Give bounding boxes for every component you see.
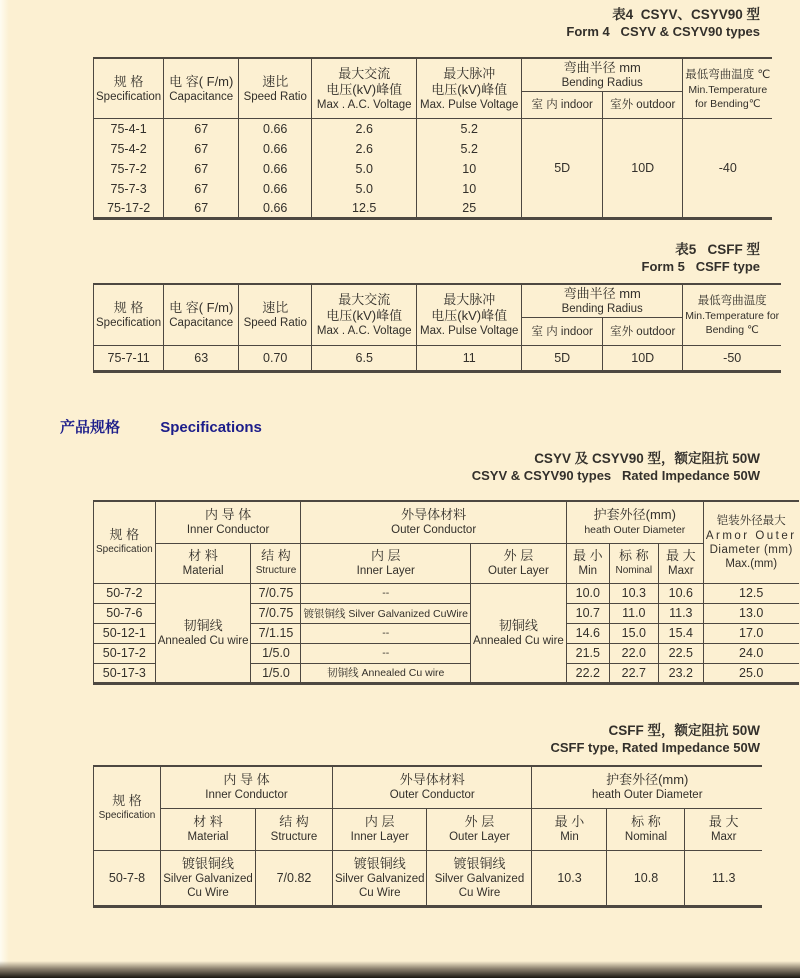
material-value-en2: Cu Wire: [187, 886, 229, 899]
col-min: [532, 808, 607, 850]
ac-label-zh1: 最大交流: [338, 65, 391, 81]
material-label-en: Material: [182, 565, 224, 577]
cell-spec: 50-7-8: [94, 850, 161, 906]
inner-layer-value-en1: Silver Galvanized: [335, 872, 425, 885]
structure-label-en: Structure: [255, 565, 297, 576]
cell-spec: 75-7-2: [94, 159, 164, 179]
cell-max-ac: 6.5: [312, 346, 417, 372]
spec-label-zh: 规 格: [113, 300, 144, 315]
inner-conductor-label-en: Inner Conductor: [205, 789, 288, 802]
col-structure: [251, 543, 301, 583]
cell-capacitance: 67: [164, 179, 239, 199]
cell-max-pulse: 10: [417, 159, 522, 179]
cell-max-pulse: 25: [417, 199, 522, 219]
max-label-zh: 最 大: [666, 548, 696, 563]
spec-label-zh: 规 格: [112, 793, 142, 809]
min-label-zh: 最 小: [573, 548, 603, 563]
inner-layer-value: 韧铜线 Annealed Cu wire: [327, 667, 445, 679]
form5-title-zh: 表5 CSFF 型: [675, 242, 760, 257]
cell-spec: 50-7-6: [94, 603, 156, 623]
section-heading-en: Specifications: [160, 419, 262, 436]
col-speed-ratio: [239, 58, 312, 119]
col-max: [685, 808, 762, 850]
outer-layer-label-en: Outer Layer: [488, 565, 549, 577]
outer-layer-label-zh: 外 层: [464, 814, 495, 829]
temp-label-zh: 最低弯曲温度 ℃: [685, 68, 771, 81]
armor-label-en1: Armor Outer: [705, 530, 797, 543]
col-max-pulse-voltage: [417, 58, 522, 119]
material-value-zh: 韧铜线: [183, 617, 223, 633]
page-bottom-edge: [0, 961, 800, 978]
armor-label-en3: Max.(mm): [725, 558, 778, 571]
col-min-temperature: [683, 284, 781, 346]
cell-nominal: 15.0: [609, 623, 658, 643]
col-outer-conductor: [333, 766, 532, 808]
spec-label-zh: 规 格: [113, 73, 144, 89]
sheath-label-zh: 护套外径(mm): [593, 507, 676, 523]
spec-label-zh: 规 格: [109, 527, 140, 543]
section-heading: [60, 416, 262, 437]
bending-label-en: Bending Radius: [561, 77, 643, 89]
armor-label-en2: Diameter (mm): [709, 544, 793, 557]
col-inner-conductor: [161, 766, 333, 808]
cell-max-ac: 2.6: [312, 139, 417, 159]
cell-capacitance: 67: [164, 199, 239, 219]
cell-material: [161, 850, 256, 906]
temp-label-en1: Min.Temperature: [688, 83, 768, 96]
outdoor-label: 室外 outdoor: [610, 99, 676, 111]
cell-nominal: 22.0: [609, 643, 658, 663]
table-row: [94, 850, 762, 906]
cell-inner-layer: [301, 603, 471, 623]
cell-max: 11.3: [658, 603, 703, 623]
cell-structure: 7/0.75: [251, 603, 301, 623]
form4-title-en: Form 4 CSYV & CSYV90 types: [566, 24, 760, 39]
cell-max: 10.6: [658, 583, 703, 603]
cell-inner-layer: [301, 663, 471, 683]
cell-max: 23.2: [658, 663, 703, 683]
col-material: [155, 543, 251, 583]
outer-layer-label-zh: 外 层: [503, 548, 534, 563]
pulse-label-zh2: 电压(kV)峰值: [431, 308, 508, 323]
cell-capacitance: 67: [164, 119, 239, 139]
col-indoor: [522, 318, 603, 346]
csff-spec-title: [551, 722, 761, 756]
col-outer-layer: [427, 808, 532, 850]
nominal-label-zh: 标 称: [619, 548, 649, 563]
pulse-label-zh1: 最大脉冲: [443, 292, 496, 307]
inner-layer-value: --: [382, 587, 390, 599]
form4-table: [93, 57, 772, 220]
col-outdoor: [603, 318, 683, 346]
cell-speed-ratio: 0.66: [239, 139, 312, 159]
min-label-zh: 最 小: [554, 814, 585, 829]
outer-conductor-label-en: Outer Conductor: [391, 524, 477, 537]
min-label-en: Min: [578, 565, 598, 577]
csff-spec-title-en: CSFF type, Rated Impedance 50W: [550, 740, 760, 755]
cell-min: 21.5: [566, 643, 609, 663]
csyv-header-row: [94, 501, 799, 543]
cell-bending-indoor: 5D: [522, 346, 603, 372]
inner-layer-value: 镀银铜线 Silver Galvanized CuWire: [303, 607, 469, 620]
col-indoor: [522, 92, 603, 119]
cell-min: 10.0: [566, 583, 609, 603]
outer-conductor-label-zh: 外导体材料: [399, 772, 465, 788]
inner-conductor-label-zh: 内 导 体: [204, 507, 252, 523]
cell-speed-ratio: 0.66: [239, 199, 312, 219]
cell-max-pulse: 5.2: [417, 139, 522, 159]
temp-label-zh: 最低弯曲温度: [697, 295, 767, 307]
cell-structure: 7/0.82: [256, 850, 333, 906]
indoor-label: 室 内 indoor: [531, 99, 593, 111]
speed-label-zh: 速比: [262, 73, 289, 89]
outer-layer-value-en: Annealed Cu wire: [473, 634, 564, 647]
cell-armor: 13.0: [703, 603, 798, 623]
inner-layer-value-zh: 镀银铜线: [353, 855, 406, 871]
cell-inner-layer: [301, 583, 471, 603]
material-label-en: Material: [187, 831, 229, 843]
max-label-en: Maxr: [668, 565, 694, 577]
inner-layer-label-en: Inner Layer: [350, 831, 409, 843]
cell-speed-ratio: 0.70: [239, 346, 312, 372]
col-capacitance: [164, 58, 239, 119]
csyv-spec-title-zh: CSYV 及 CSYV90 型，额定阻抗 50W: [534, 451, 760, 466]
outer-layer-label-en: Outer Layer: [449, 831, 510, 843]
cell-spec: 50-17-3: [94, 663, 156, 683]
cell-spec: 75-7-3: [94, 179, 164, 199]
cell-outer-layer: [427, 850, 532, 906]
cell-structure: 1/5.0: [251, 663, 301, 683]
cell-speed-ratio: 0.66: [239, 119, 312, 139]
csff-subheader-row: [94, 808, 762, 850]
speed-label-en: Speed Ratio: [243, 317, 307, 329]
cell-max-ac: 2.6: [312, 119, 417, 139]
bending-label-zh: 弯曲半径 mm: [563, 286, 641, 301]
material-value-zh: 镀银铜线: [181, 855, 234, 871]
csyv-spec-title-en: CSYV & CSYV90 types Rated Impedance 50W: [471, 468, 760, 483]
col-specification: [94, 58, 164, 119]
col-material: [161, 808, 256, 850]
indoor-label: 室 内 indoor: [531, 325, 593, 338]
csyv-spec-title: [472, 450, 760, 484]
cell-armor: 24.0: [703, 643, 798, 663]
cell-spec: 50-7-2: [94, 583, 156, 603]
cell-spec: 75-4-1: [94, 119, 164, 139]
cell-spec: 50-17-2: [94, 643, 156, 663]
col-capacitance: [164, 284, 239, 346]
ac-label-en: Max . A.C. Voltage: [316, 98, 412, 111]
cell-min: 22.2: [566, 663, 609, 683]
col-bending-radius: [522, 58, 683, 92]
spec-label-en: Specification: [98, 810, 156, 822]
cell-structure: 1/5.0: [251, 643, 301, 663]
material-value-en: Annealed Cu wire: [157, 634, 249, 647]
col-sheath-outer-diameter: [532, 766, 762, 808]
outdoor-label: 室外 outdoor: [610, 325, 676, 338]
cell-max: 15.4: [658, 623, 703, 643]
form4-title-zh: 表4 CSYV、CSYV90 型: [612, 7, 760, 22]
outer-conductor-label-zh: 外导体材料: [401, 507, 467, 523]
col-max-ac-voltage: [312, 58, 417, 119]
outer-layer-value-zh: 韧铜线: [498, 617, 538, 633]
csff-header-row: [94, 766, 762, 808]
cell-min: 10.3: [532, 850, 607, 906]
table-row: [94, 583, 799, 603]
cell-structure: 7/1.15: [251, 623, 301, 643]
cell-nominal: 22.7: [609, 663, 658, 683]
cell-capacitance: 67: [164, 139, 239, 159]
cell-bending-indoor: 5D: [522, 119, 603, 219]
col-speed-ratio: [239, 284, 312, 346]
speed-label-en: Speed Ratio: [243, 90, 307, 103]
max-label-zh: 最 大: [708, 814, 739, 829]
cell-min: 14.6: [566, 623, 609, 643]
capacitance-label-en: Capacitance: [169, 317, 234, 329]
form5-table: [93, 283, 781, 373]
cell-spec: 75-7-11: [94, 346, 164, 372]
cell-nominal: 11.0: [609, 603, 658, 623]
form4-title: [566, 6, 760, 40]
outer-layer-value-en2: Cu Wire: [458, 886, 501, 899]
pulse-label-zh1: 最大脉冲: [443, 65, 496, 81]
outer-layer-value-zh: 镀银铜线: [453, 855, 506, 871]
speed-label-zh: 速比: [262, 300, 289, 315]
cell-max-ac: 5.0: [312, 179, 417, 199]
cell-max: 11.3: [685, 850, 762, 906]
form4-header-row: [94, 58, 773, 92]
min-label-en: Min: [560, 831, 579, 843]
sheath-label-en: heath Outer Diameter: [591, 789, 703, 802]
cell-min-temp: -40: [683, 119, 773, 219]
col-max: [658, 543, 703, 583]
ac-label-zh2: 电压(kV)峰值: [326, 81, 403, 97]
col-specification: [94, 501, 156, 583]
cell-armor: 12.5: [703, 583, 798, 603]
form5-title: [642, 241, 760, 275]
material-label-zh: 材 料: [188, 548, 218, 563]
temp-label-en2: for Bending℃: [695, 97, 761, 110]
cell-bending-outdoor: 10D: [603, 119, 683, 219]
nominal-label-zh: 标 称: [631, 814, 661, 829]
inner-layer-label-zh: 内 层: [370, 548, 401, 563]
cell-min: 10.7: [566, 603, 609, 623]
inner-layer-value: --: [382, 647, 390, 659]
col-outer-conductor: [301, 501, 566, 543]
sheath-label-zh: 护套外径(mm): [606, 772, 689, 788]
inner-layer-value: --: [382, 627, 390, 639]
cell-inner-layer: [301, 623, 471, 643]
spec-label-en: Specification: [96, 317, 162, 329]
page-left-edge: [0, 0, 9, 978]
inner-layer-label-zh: 内 层: [364, 814, 395, 829]
inner-layer-label-en: Inner Layer: [356, 565, 415, 577]
cell-min-temp: -50: [683, 346, 781, 372]
cell-spec: 75-17-2: [94, 199, 164, 219]
sheath-label-en: heath Outer Diameter: [584, 524, 686, 537]
cell-speed-ratio: 0.66: [239, 179, 312, 199]
cell-capacitance: 63: [164, 346, 239, 372]
col-max-ac-voltage: [312, 284, 417, 346]
col-inner-layer: [333, 808, 427, 850]
capacitance-label-zh: 电 容( F/m): [169, 300, 234, 315]
structure-label-en: Structure: [270, 831, 318, 843]
spec-label-en: Specification: [96, 90, 162, 103]
cell-inner-layer: [301, 643, 471, 663]
capacitance-label-zh: 电 容( F/m): [169, 73, 234, 89]
temp-label-en2: Bending ℃: [705, 324, 759, 336]
material-value-en1: Silver Galvanized: [163, 872, 253, 885]
form5-header-row: [94, 284, 782, 318]
cell-armor: 17.0: [703, 623, 798, 643]
cell-outer-layer: [471, 583, 567, 683]
table-row: [94, 346, 782, 372]
inner-conductor-label-zh: 内 导 体: [223, 772, 270, 788]
col-structure: [256, 808, 333, 850]
bending-label-zh: 弯曲半径 mm: [563, 60, 641, 75]
ac-label-en: Max . A.C. Voltage: [316, 325, 412, 337]
cell-inner-layer: [333, 850, 427, 906]
cell-material: [155, 583, 251, 683]
form5-title-en: Form 5 CSFF type: [641, 259, 760, 274]
pulse-label-zh2: 电压(kV)峰值: [431, 81, 508, 97]
cell-max-pulse: 5.2: [417, 119, 522, 139]
col-sheath-outer-diameter: [566, 501, 703, 543]
outer-layer-value-en1: Silver Galvanized: [434, 872, 525, 885]
table-row: [94, 119, 773, 139]
temp-label-en1: Min.Temperature for: [685, 310, 780, 322]
nominal-label-en: Nominal: [615, 565, 653, 576]
cell-structure: 7/0.75: [251, 583, 301, 603]
col-nominal: [607, 808, 685, 850]
inner-conductor-label-en: Inner Conductor: [186, 524, 270, 537]
col-min: [566, 543, 609, 583]
ac-label-zh1: 最大交流: [338, 292, 391, 307]
col-nominal: [609, 543, 658, 583]
cell-max-pulse: 11: [417, 346, 522, 372]
max-label-en: Maxr: [710, 831, 737, 843]
outer-conductor-label-en: Outer Conductor: [389, 789, 475, 802]
cell-nominal: 10.8: [607, 850, 685, 906]
bending-label-en: Bending Radius: [561, 303, 643, 315]
cell-capacitance: 67: [164, 159, 239, 179]
cell-nominal: 10.3: [609, 583, 658, 603]
col-inner-layer: [301, 543, 471, 583]
cell-max: 22.5: [658, 643, 703, 663]
nominal-label-en: Nominal: [624, 831, 668, 843]
cell-max-ac: 5.0: [312, 159, 417, 179]
col-specification: [94, 766, 161, 850]
col-inner-conductor: [155, 501, 301, 543]
pulse-label-en: Max. Pulse Voltage: [419, 98, 519, 111]
cell-max-pulse: 10: [417, 179, 522, 199]
pulse-label-en: Max. Pulse Voltage: [419, 325, 519, 337]
col-bending-radius: [522, 284, 683, 318]
cell-spec: 50-12-1: [94, 623, 156, 643]
cell-speed-ratio: 0.66: [239, 159, 312, 179]
csff-spec-table: [93, 765, 762, 908]
capacitance-label-en: Capacitance: [169, 90, 234, 103]
csyv-subheader-row: [94, 543, 799, 583]
inner-layer-value-en2: Cu Wire: [358, 886, 401, 899]
col-outer-layer: [471, 543, 567, 583]
col-min-temperature: [683, 58, 773, 119]
col-max-pulse-voltage: [417, 284, 522, 346]
ac-label-zh2: 电压(kV)峰值: [326, 308, 403, 323]
csyv-spec-table: [93, 500, 799, 685]
structure-label-zh: 结 构: [261, 548, 291, 563]
structure-label-zh: 结 构: [279, 814, 309, 829]
section-heading-zh: 产品规格: [60, 419, 121, 436]
cell-bending-outdoor: 10D: [603, 346, 683, 372]
col-outdoor: [603, 92, 683, 119]
cell-spec: 75-4-2: [94, 139, 164, 159]
armor-label-zh: 铠装外径最大: [716, 515, 786, 528]
cell-max-ac: 12.5: [312, 199, 417, 219]
material-label-zh: 材 料: [193, 814, 223, 829]
col-armor-outer-diameter: [703, 501, 798, 583]
cell-armor: 25.0: [703, 663, 798, 683]
csff-spec-title-zh: CSFF 型，额定阻抗 50W: [608, 723, 760, 738]
col-specification: [94, 284, 164, 346]
spec-label-en: Specification: [96, 544, 153, 556]
